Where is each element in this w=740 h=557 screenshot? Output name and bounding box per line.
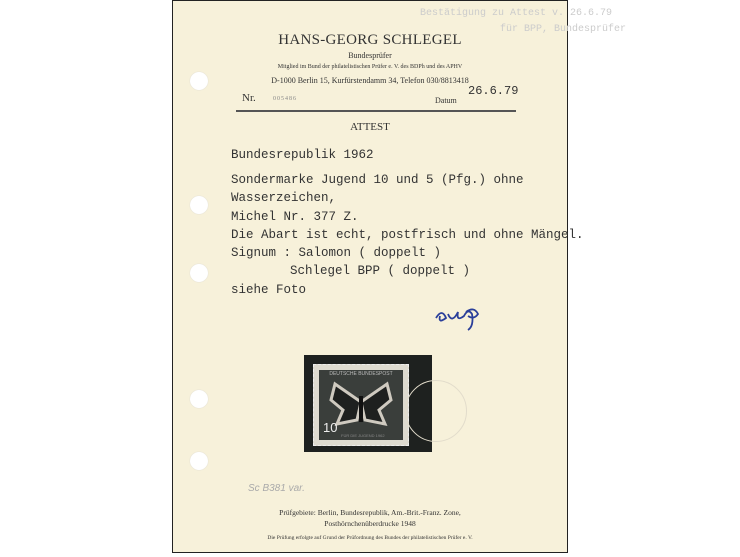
stamp-bottom-text: FÜR DIE JUGEND 1962	[341, 433, 385, 438]
embossed-seal	[405, 380, 467, 442]
signature	[430, 300, 485, 335]
stamp-image	[319, 370, 403, 440]
body-line: siehe Foto	[231, 283, 307, 297]
letterhead-address: D-1000 Berlin 15, Kurfürstendamm 34, Telefon 030/8813418	[271, 76, 469, 85]
punch-hole	[190, 452, 208, 470]
footer-line: Prüfgebiete: Berlin, Bundesrepublik, Am.-Brit.-Franz. Zone,	[279, 508, 461, 517]
handwritten-note: Sc B381 var.	[248, 483, 305, 494]
punch-hole	[190, 264, 208, 282]
stamp-value: 10	[323, 420, 338, 435]
show-through-text: für BPP, Bundesprüfer	[500, 24, 627, 35]
footer-line: Posthörnchenüberdrucke 1948	[324, 519, 416, 528]
butterfly-icon	[329, 380, 393, 430]
stamp-country: DEUTSCHE BUNDESPOST	[329, 371, 393, 377]
nr-value: 005486	[273, 96, 297, 102]
attest-heading: ATTEST	[350, 121, 390, 133]
body-line: Schlegel BPP ( doppelt )	[290, 264, 471, 278]
letterhead-name: HANS-GEORG SCHLEGEL	[278, 32, 462, 48]
stamp	[313, 364, 409, 446]
body-line: Michel Nr. 377 Z.	[231, 210, 359, 224]
punch-hole	[190, 390, 208, 408]
body-line: Signum : Salomon ( doppelt )	[231, 246, 442, 260]
punch-hole	[190, 196, 208, 214]
nr-label: Nr.	[242, 92, 256, 104]
body-line: Wasserzeichen,	[231, 191, 337, 205]
body-line: Sondermarke Jugend 10 und 5 (Pfg.) ohne	[231, 173, 524, 187]
show-through-text: Bestätigung zu Attest v. 26.6.79	[420, 8, 613, 19]
letterhead-title: Bundesprüfer	[348, 51, 392, 60]
body-line: Die Abart ist echt, postfrisch und ohne Mängel.	[231, 228, 584, 242]
footer-note: Die Prüfung erfolgte auf Grund der Prüfordnung des Bundes der philatelistischen Prüfer e. V.	[267, 535, 473, 541]
datum-value: 26.6.79	[468, 84, 519, 98]
body-line: Bundesrepublik 1962	[231, 148, 374, 162]
letterhead-membership: Mitglied im Bund der philatelistischen Prüfer e. V. des BDPh und des APHV	[277, 64, 463, 70]
divider	[236, 110, 516, 112]
datum-label: Datum	[435, 96, 457, 105]
